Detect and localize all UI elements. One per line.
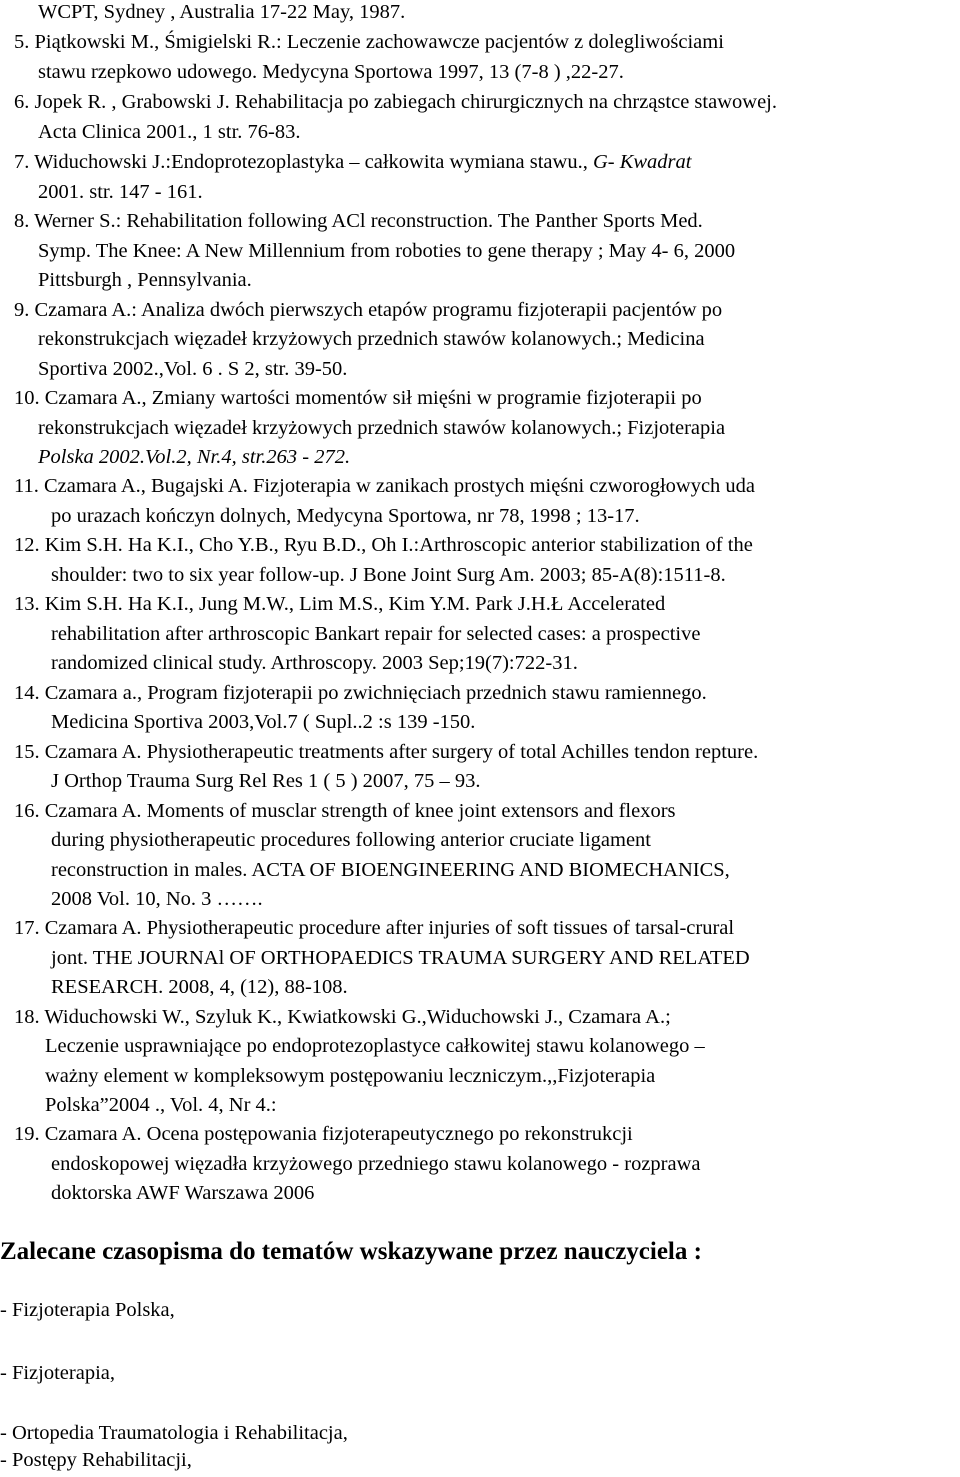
reference-line: Symp. The Knee: A New Millennium from roboties to gene therapy ; May 4- 6, 2000	[38, 240, 736, 262]
reference-text: 7. Widuchowski J.:Endoprotezoplastyka – całkowita wymiana stawu.,	[14, 151, 593, 173]
reference-line	[38, 443, 350, 471]
reference-italic-text: G- Kwadrat	[592, 151, 692, 173]
reference-line: rekonstrukcjach więzadeł krzyżowych przednich stawów kolanowych.; Medicina	[38, 328, 705, 350]
reference-line: rekonstrukcjach więzadeł krzyżowych przednich stawów kolanowych.; Fizjoterapia	[38, 417, 726, 439]
reference-line: 2008 Vol. 10, No. 3 …….	[51, 888, 263, 910]
reference-line: Polska”2004 ., Vol. 4, Nr 4.:	[45, 1094, 277, 1116]
journal-list-item: - Fizjoterapia Polska,	[0, 1299, 175, 1321]
reference-line: 14. Czamara a., Program fizjoterapii po zwichnięciach przednich stawu ramiennego.	[14, 682, 707, 704]
journal-list-item: - Fizjoterapia,	[0, 1362, 115, 1384]
reference-line: 9. Czamara A.: Analiza dwóch pierwszych etapów programu fizjoterapii pacjentów po	[14, 299, 723, 321]
reference-line: shoulder: two to six year follow-up. J Bone Joint Surg Am. 2003; 85-A(8):1511-8.	[51, 564, 726, 586]
reference-line: RESEARCH. 2008, 4, (12), 88-108.	[51, 976, 348, 998]
reference-line: Medicina Sportiva 2003,Vol.7 ( Supl..2 :s 139 -150.	[51, 711, 476, 733]
reference-line: Leczenie usprawniające po endoprotezoplastyce całkowitej stawu kolanowego –	[45, 1035, 705, 1057]
reference-line: 12. Kim S.H. Ha K.I., Cho Y.B., Ryu B.D., Oh I.:Arthroscopic anterior stabilization of the	[14, 534, 753, 556]
reference-line: 16. Czamara A. Moments of musclar strength of knee joint extensors and flexors	[14, 800, 676, 822]
reference-line: po urazach kończyn dolnych, Medycyna Sportowa, nr 78, 1998 ; 13-17.	[51, 505, 640, 527]
reference-line: J Orthop Trauma Surg Rel Res 1 ( 5 ) 2007, 75 – 93.	[51, 770, 481, 792]
reference-line: 17. Czamara A. Physiotherapeutic procedure after injuries of soft tissues of tarsal-crural	[14, 917, 735, 939]
reference-line: jont. THE JOURNAl OF ORTHOPAEDICS TRAUMA SURGERY AND RELATED	[51, 947, 750, 969]
reference-line: 6. Jopek R. , Grabowski J. Rehabilitacja po zabiegach chirurgicznych na chrząstce stawowej.	[14, 91, 777, 113]
reference-line: endoskopowej więzadła krzyżowego przedniego stawu kolanowego - rozprawa	[51, 1153, 701, 1175]
reference-line: 13. Kim S.H. Ha K.I., Jung M.W., Lim M.S., Kim Y.M. Park J.H.Ł Accelerated	[14, 593, 666, 615]
reference-line: 8. Werner S.: Rehabilitation following ACl reconstruction. The Panther Sports Med.	[14, 210, 703, 232]
reference-line: doktorska AWF Warszawa 2006	[51, 1182, 315, 1204]
journal-list-item: - Ortopedia Traumatologia i Rehabilitacja,	[0, 1422, 348, 1444]
reference-line: Sportiva 2002.,Vol. 6 . S 2, str. 39-50.	[38, 358, 348, 380]
reference-line: Acta Clinica 2001., 1 str. 76-83.	[38, 121, 301, 143]
reference-line	[14, 148, 691, 176]
reference-line: during physiotherapeutic procedures following anterior cruciate ligament	[51, 829, 651, 851]
reference-line: 2001. str. 147 - 161.	[38, 181, 203, 203]
journal-list-item: - Postępy Rehabilitacji,	[0, 1449, 192, 1471]
reference-line: 15. Czamara A. Physiotherapeutic treatments after surgery of total Achilles tendon repture.	[14, 741, 759, 763]
reference-line: randomized clinical study. Arthroscopy. 2003 Sep;19(7):722-31.	[51, 652, 578, 674]
reference-line: reconstruction in males. ACTA OF BIOENGINEERING AND BIOMECHANICS,	[51, 859, 730, 881]
reference-line: stawu rzepkowo udowego. Medycyna Sportowa 1997, 13 (7-8 ) ,22-27.	[38, 61, 624, 83]
reference-line: 18. Widuchowski W., Szyluk K., Kwiatkowski G.,Widuchowski J., Czamara A.;	[14, 1006, 671, 1028]
reference-line: 5. Piątkowski M., Śmigielski R.: Leczenie zachowawcze pacjentów z dolegliwościami	[14, 31, 724, 53]
reference-italic-text: Polska 2002.Vol.2, Nr.4, str.263 - 272.	[38, 446, 351, 468]
reference-line: WCPT, Sydney , Australia 17-22 May, 1987.	[38, 1, 406, 23]
journals-heading: Zalecane czasopisma do tematów wskazywane przez nauczyciela :	[0, 1238, 702, 1265]
reference-line: 11. Czamara A., Bugajski A. Fizjoterapia w zanikach prostych mięśni czworogłowych uda	[14, 475, 756, 497]
reference-line: 10. Czamara A., Zmiany wartości momentów sił mięśni w programie fizjoterapii po	[14, 387, 702, 409]
reference-line: Pittsburgh , Pennsylvania.	[38, 269, 252, 291]
reference-line: ważny element w kompleksowym postępowaniu leczniczym.,,Fizjoterapia	[45, 1065, 656, 1087]
reference-line: rehabilitation after arthroscopic Bankart repair for selected cases: a prospective	[51, 623, 701, 645]
reference-line: 19. Czamara A. Ocena postępowania fizjoterapeutycznego po rekonstrukcji	[14, 1123, 633, 1145]
